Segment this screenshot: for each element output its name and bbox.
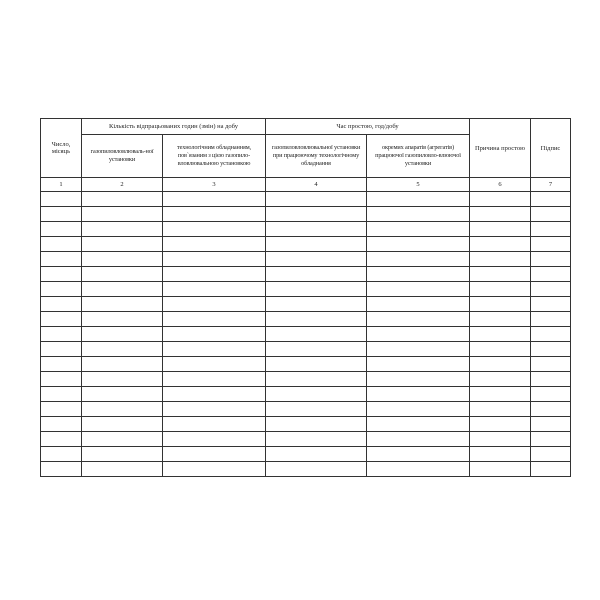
header-hours-worked: Кількість відпрацьованих годин (змін) на добу [82,119,266,135]
header-downtime: Час простою, год/добу [266,119,470,135]
blank-entry-cell[interactable] [266,372,367,387]
blank-entry-cell[interactable] [82,222,163,237]
blank-entry-cell[interactable] [82,267,163,282]
header-unit-downtime: газопиловловлювальної установки при працюючому технологічному обладнання [266,135,367,178]
blank-entry-cell[interactable] [163,447,266,462]
blank-entry-cell[interactable] [367,267,470,282]
blank-entry-row [41,282,571,297]
blank-entry-cell[interactable] [367,432,470,447]
blank-entry-cell[interactable] [163,207,266,222]
blank-entry-cell[interactable] [367,447,470,462]
blank-entry-cell[interactable] [367,462,470,477]
blank-entry-cell[interactable] [470,192,531,207]
blank-entry-cell[interactable] [82,447,163,462]
blank-entry-cell[interactable] [266,252,367,267]
column-number: 2 [82,178,163,192]
blank-entry-cell[interactable] [41,462,82,477]
blank-entry-cell[interactable] [163,372,266,387]
blank-entry-cell[interactable] [266,432,367,447]
blank-entry-cell[interactable] [266,297,367,312]
blank-entry-cell[interactable] [470,237,531,252]
blank-entry-cell[interactable] [82,297,163,312]
blank-entry-row [41,402,571,417]
column-number: 7 [531,178,571,192]
blank-entry-row [41,192,571,207]
blank-entry-cell[interactable] [470,297,531,312]
blank-entry-cell[interactable] [41,327,82,342]
blank-entry-cell[interactable] [82,432,163,447]
blank-entry-cell[interactable] [367,282,470,297]
blank-entry-cell[interactable] [470,282,531,297]
blank-entry-cell[interactable] [531,372,571,387]
blank-entry-row [41,222,571,237]
blank-entry-cell[interactable] [163,237,266,252]
blank-entry-cell[interactable] [41,312,82,327]
blank-entry-row [41,357,571,372]
blank-entry-cell[interactable] [266,267,367,282]
blank-entry-cell[interactable] [41,252,82,267]
blank-entry-cell[interactable] [470,267,531,282]
blank-entry-cell[interactable] [41,432,82,447]
blank-entry-cell[interactable] [82,252,163,267]
blank-entry-cell[interactable] [163,462,266,477]
blank-entry-cell[interactable] [367,342,470,357]
blank-entry-cell[interactable] [531,357,571,372]
header-gas-unit-hours: газопиловловлюваль-ної установки [82,135,163,178]
blank-entry-cell[interactable] [82,357,163,372]
blank-entry-cell[interactable] [82,207,163,222]
blank-entry-cell[interactable] [470,252,531,267]
blank-entry-row [41,207,571,222]
blank-entry-cell[interactable] [470,462,531,477]
blank-entry-cell[interactable] [41,372,82,387]
blank-entry-row [41,237,571,252]
blank-entry-cell[interactable] [531,192,571,207]
blank-entry-cell[interactable] [41,342,82,357]
blank-entry-cell[interactable] [41,297,82,312]
blank-entry-cell[interactable] [163,222,266,237]
blank-entry-cell[interactable] [266,222,367,237]
blank-entry-cell[interactable] [41,207,82,222]
blank-entry-cell[interactable] [41,192,82,207]
blank-entry-cell[interactable] [367,192,470,207]
blank-entry-cell[interactable] [82,237,163,252]
column-number: 1 [41,178,82,192]
header-reason: Причина простою [470,119,531,178]
blank-entry-cell[interactable] [470,312,531,327]
blank-entry-cell[interactable] [82,312,163,327]
blank-entry-cell[interactable] [82,282,163,297]
column-number-row [41,178,571,192]
blank-entry-cell[interactable] [163,357,266,372]
blank-entry-row [41,417,571,432]
blank-entry-cell[interactable] [82,462,163,477]
column-number: 4 [266,178,367,192]
blank-entry-row [41,462,571,477]
blank-entry-cell[interactable] [163,342,266,357]
blank-entry-cell[interactable] [266,447,367,462]
blank-entry-cell[interactable] [470,357,531,372]
header-signature: Підпис [531,119,571,178]
blank-entry-cell[interactable] [41,357,82,372]
blank-entry-cell[interactable] [470,432,531,447]
column-number: 3 [163,178,266,192]
column-number: 5 [367,178,470,192]
blank-entry-cell[interactable] [470,327,531,342]
blank-entry-cell[interactable] [163,417,266,432]
blank-entry-cell[interactable] [367,387,470,402]
blank-entry-cell[interactable] [163,192,266,207]
blank-entry-cell[interactable] [266,357,367,372]
blank-entry-cell[interactable] [470,207,531,222]
blank-entry-cell[interactable] [163,297,266,312]
blank-entry-cell[interactable] [41,222,82,237]
blank-entry-cell[interactable] [470,402,531,417]
blank-entry-cell[interactable] [367,357,470,372]
blank-entry-cell[interactable] [82,327,163,342]
blank-entry-cell[interactable] [531,207,571,222]
blank-entry-row [41,447,571,462]
blank-entry-cell[interactable] [367,417,470,432]
blank-entry-cell[interactable] [41,417,82,432]
blank-entry-cell[interactable] [163,267,266,282]
header-date: Число, місяць [41,119,82,178]
blank-entry-row [41,312,571,327]
blank-entry-cell[interactable] [266,462,367,477]
blank-entry-cell[interactable] [367,207,470,222]
blank-entry-cell[interactable] [531,447,571,462]
blank-entry-cell[interactable] [367,402,470,417]
blank-entry-cell[interactable] [531,312,571,327]
blank-entry-cell[interactable] [266,282,367,297]
blank-entry-cell[interactable] [266,327,367,342]
blank-entry-cell[interactable] [163,387,266,402]
blank-entry-cell[interactable] [531,327,571,342]
blank-entry-cell[interactable] [531,432,571,447]
blank-entry-cell[interactable] [82,372,163,387]
blank-entry-cell[interactable] [163,327,266,342]
blank-entry-cell[interactable] [41,282,82,297]
blank-entry-cell[interactable] [163,432,266,447]
blank-entry-cell[interactable] [266,237,367,252]
blank-entry-cell[interactable] [531,297,571,312]
blank-entry-cell[interactable] [367,222,470,237]
blank-entry-cell[interactable] [531,237,571,252]
blank-entry-cell[interactable] [266,417,367,432]
blank-entry-cell[interactable] [41,447,82,462]
blank-entry-row [41,327,571,342]
blank-entry-row [41,267,571,282]
blank-entry-cell[interactable] [531,342,571,357]
blank-entry-cell[interactable] [82,402,163,417]
blank-entry-cell[interactable] [266,192,367,207]
blank-entry-cell[interactable] [367,372,470,387]
blank-entry-row [41,252,571,267]
blank-entry-cell[interactable] [163,282,266,297]
header-devices-downtime: окремих апаратів (агрегатів) працюючої газопиловло-влюючої установки [367,135,470,178]
blank-entry-cell[interactable] [41,387,82,402]
blank-entry-cell[interactable] [41,267,82,282]
blank-entry-cell[interactable] [266,312,367,327]
blank-entry-row [41,432,571,447]
blank-entry-cell[interactable] [470,342,531,357]
blank-entry-cell[interactable] [470,417,531,432]
blank-entry-cell[interactable] [531,282,571,297]
blank-entry-cell[interactable] [163,252,266,267]
blank-entry-cell[interactable] [82,387,163,402]
journal-form [40,118,570,480]
blank-entry-cell[interactable] [367,327,470,342]
blank-entry-cell[interactable] [82,192,163,207]
blank-entry-cell[interactable] [531,387,571,402]
blank-entry-cell[interactable] [163,312,266,327]
blank-entry-cell[interactable] [531,417,571,432]
blank-entry-cell[interactable] [531,252,571,267]
blank-entry-cell[interactable] [266,342,367,357]
blank-entry-cell[interactable] [266,387,367,402]
blank-entry-cell[interactable] [531,267,571,282]
blank-entry-cell[interactable] [470,372,531,387]
blank-entry-row [41,297,571,312]
blank-entry-cell[interactable] [41,237,82,252]
blank-entry-cell[interactable] [531,222,571,237]
column-number: 6 [470,178,531,192]
blank-entry-cell[interactable] [367,312,470,327]
blank-entry-row [41,342,571,357]
blank-entry-cell[interactable] [470,222,531,237]
blank-entry-cell[interactable] [367,237,470,252]
blank-entry-row [41,372,571,387]
downtime-log-table [40,118,571,477]
blank-entry-cell[interactable] [163,402,266,417]
blank-entry-cell[interactable] [531,462,571,477]
blank-entry-cell[interactable] [82,342,163,357]
blank-entry-cell[interactable] [470,447,531,462]
blank-entry-cell[interactable] [531,402,571,417]
blank-entry-cell[interactable] [266,207,367,222]
blank-entry-cell[interactable] [367,252,470,267]
blank-entry-cell[interactable] [41,402,82,417]
blank-entry-row [41,387,571,402]
blank-entry-cell[interactable] [266,402,367,417]
blank-entry-cell[interactable] [470,387,531,402]
header-tech-equipment-hours: технологічним обладнанням, пов`язаним з цією газопило-вловлювальною установкою [163,135,266,178]
blank-entry-cell[interactable] [367,297,470,312]
blank-entry-cell[interactable] [82,417,163,432]
